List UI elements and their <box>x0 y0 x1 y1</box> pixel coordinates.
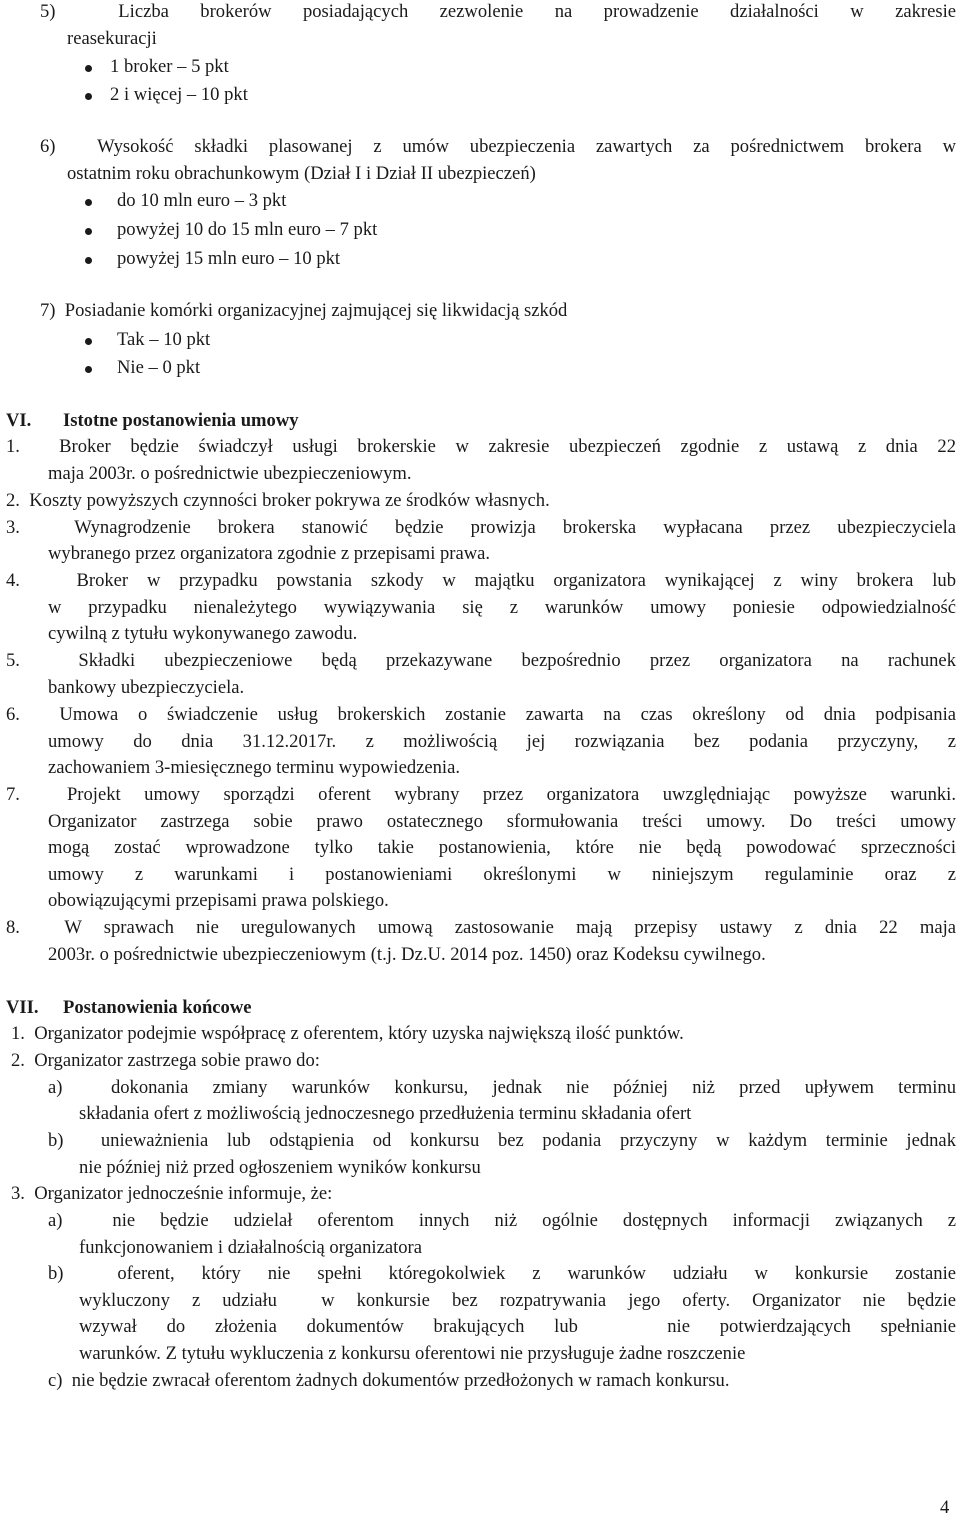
final-clause-3c: c) nie będzie zwracał oferentom żadnych dokumentów przedłożonych w ramach konkursu. <box>48 1370 730 1391</box>
bullet-icon <box>85 65 92 72</box>
clause-7-cont: obowiązującymi przepisami prawa polskiego. <box>48 890 389 911</box>
final-clause-3b-cont: warunków. Z tytułu wykluczenia z konkursu oferentowi nie przysługuje żadne roszczenie <box>79 1343 746 1364</box>
section-vii-heading: Postanowienia końcowe <box>63 997 252 1018</box>
clause-6-cont: umowy do dnia 31.12.2017r. z możliwością jej rozwiązania bez podania przyczyny, z <box>48 731 956 752</box>
clause-4-cont: cywilną z tytułu wykonywanego zawodu. <box>48 623 358 644</box>
bullet-icon <box>85 228 92 235</box>
clause-1-cont: maja 2003r. o pośrednictwie ubezpieczeniowym. <box>48 463 412 484</box>
list-item: Nie – 0 pkt <box>117 357 201 378</box>
clause-1: 1. Broker będzie świadczył usługi brokerskie w zakresie ubezpieczeń zgodnie z ustawą z dnia 22 <box>6 436 956 457</box>
list-item: 1 broker – 5 pkt <box>110 56 229 77</box>
final-clause-2b-cont: nie później niż przed ogłoszeniem wyników konkursu <box>79 1157 481 1178</box>
bullet-icon <box>85 257 92 264</box>
bullet-icon <box>85 338 92 345</box>
final-clause-3: 3. Organizator jednocześnie informuje, że: <box>11 1183 333 1204</box>
clause-2: 2. Koszty powyższych czynności broker pokrywa ze środków własnych. <box>6 490 550 511</box>
bullet-icon <box>85 366 92 373</box>
section-vi-heading: Istotne postanowienia umowy <box>63 410 299 431</box>
section-6-title-cont: ostatnim roku obrachunkowym (Dział I i Dział II ubezpieczeń) <box>67 163 536 184</box>
section-5-title-cont: reasekuracji <box>67 28 157 49</box>
page-number: 4 <box>940 1497 950 1518</box>
final-clause-3b-cont: wykluczony z udziału w konkursie bez rozpatrywania jego oferty. Organizator nie będzie <box>79 1290 956 1311</box>
clause-7-cont: umowy z warunkami i postanowieniami określonymi w niniejszym regulaminie oraz z <box>48 864 956 885</box>
final-clause-2b: b) unieważnienia lub odstąpienia od konkursu bez podania przyczyny w każdym terminie jednak <box>48 1130 956 1151</box>
final-clause-1: 1. Organizator podejmie współpracę z oferentem, który uzyska największą ilość punktów. <box>11 1023 684 1044</box>
list-item: Tak – 10 pkt <box>117 329 211 350</box>
final-clause-2a-cont: składania ofert z możliwością jednoczesnego przedłużenia terminu składania ofert <box>79 1103 692 1124</box>
list-item: 2 i więcej – 10 pkt <box>110 84 248 105</box>
section-vii-number: VII. <box>6 997 39 1018</box>
clause-8-cont: 2003r. o pośrednictwie ubezpieczeniowym (t.j. Dz.U. 2014 poz. 1450) oraz Kodeksu cywilnego. <box>48 944 766 965</box>
clause-7: 7. Projekt umowy sporządzi oferent wybrany przez organizatora uwzględniając powyższe warunki. <box>6 784 956 805</box>
clause-7-cont: Organizator zastrzega sobie prawo ostatecznego sformułowania treści umowy. Do treści umowy <box>48 811 956 832</box>
clause-4-cont: w przypadku nienależytego wywiązywania się z warunków umowy poniesie odpowiedzialność <box>48 597 956 618</box>
final-clause-3a: a) nie będzie udzielał oferentom innych niż ogólnie dostępnych informacji związanych z <box>48 1210 956 1231</box>
clause-6: 6. Umowa o świadczenie usług brokerskich zostanie zawarta na czas określony od dnia podpisania <box>6 704 956 725</box>
final-clause-3a-cont: funkcjonowaniem i działalnością organizatora <box>79 1237 422 1258</box>
clause-6-cont: zachowaniem 3-miesięcznego terminu wypowiedzenia. <box>48 757 460 778</box>
final-clause-2a: a) dokonania zmiany warunków konkursu, jednak nie później niż przed upływem terminu <box>48 1077 956 1098</box>
clause-3: 3. Wynagrodzenie brokera stanowić będzie prowizja brokerska wypłacana przez ubezpieczyciela <box>6 517 956 538</box>
final-clause-2: 2. Organizator zastrzega sobie prawo do: <box>11 1050 320 1071</box>
section-7-title: 7) Posiadanie komórki organizacyjnej zajmującej się likwidacją szkód <box>40 300 568 321</box>
list-item: do 10 mln euro – 3 pkt <box>117 190 287 211</box>
final-clause-3b: b) oferent, który nie spełni któregokolwiek z warunków udziału w konkursie zostanie <box>48 1263 956 1284</box>
clause-5-cont: bankowy ubezpieczyciela. <box>48 677 245 698</box>
bullet-icon <box>85 199 92 206</box>
bullet-icon <box>85 93 92 100</box>
clause-7-cont: mogą zostać wprowadzone tylko takie postanowienia, które nie będą powodować sprzeczności <box>48 837 956 858</box>
section-6-title: 6) Wysokość składki plasowanej z umów ubezpieczenia zawartych za pośrednictwem brokera w <box>40 136 956 157</box>
clause-5: 5. Składki ubezpieczeniowe będą przekazywane bezpośrednio przez organizatora na rachunek <box>6 650 956 671</box>
section-vi-number: VI. <box>6 410 32 431</box>
final-clause-3b-cont: wzywał do złożenia dokumentów brakujących lub nie potwierdzających spełnianie <box>79 1316 956 1337</box>
list-item: powyżej 15 mln euro – 10 pkt <box>117 248 341 269</box>
clause-3-cont: wybranego przez organizatora zgodnie z przepisami prawa. <box>48 543 491 564</box>
list-item: powyżej 10 do 15 mln euro – 7 pkt <box>117 219 378 240</box>
clause-8: 8. W sprawach nie uregulowanych umową zastosowanie mają przepisy ustawy z dnia 22 maja <box>6 917 956 938</box>
clause-4: 4. Broker w przypadku powstania szkody w majątku organizatora wynikającej z winy brokera lub <box>6 570 956 591</box>
section-5-title: 5) Liczba brokerów posiadających zezwolenie na prowadzenie działalności w zakresie <box>40 1 956 22</box>
